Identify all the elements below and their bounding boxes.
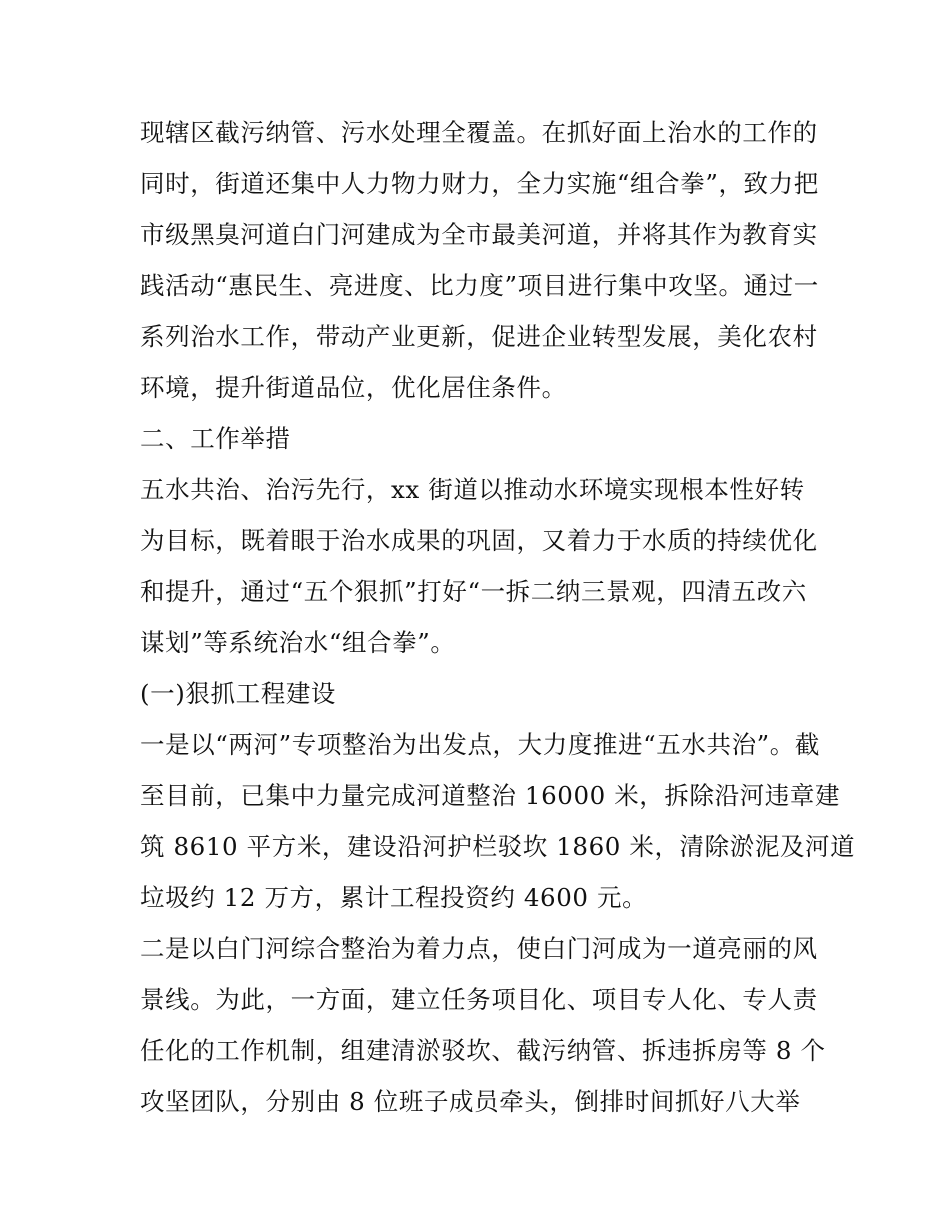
subsection-heading: (一)狠抓工程建设 (140, 679, 337, 708)
text-line: 垃圾约 12 万方，累计工程投资约 4600 元。 (140, 883, 648, 912)
section-heading: 二、工作举措 (140, 424, 291, 453)
text-line: 同时，街道还集中人力物力财力，全力实施“组合拳”，致力把 (140, 169, 819, 198)
text-line: 五水共治、治污先行，xx 街道以推动水环境实现根本性好转 (140, 475, 805, 504)
text-line: 系列治水工作，带动产业更新，促进企业转型发展，美化农村 (140, 322, 818, 351)
text-line: 谋划”等系统治水“组合拳”。 (140, 628, 456, 657)
text-line: 现辖区截污纳管、污水处理全覆盖。在抓好面上治水的工作的 (140, 118, 818, 147)
text-line: 一是以“两河”专项整治为出发点，大力度推进“五水共治”。截 (140, 730, 820, 759)
text-line: 任化的工作机制，组建清淤驳坎、截污纳管、拆违拆房等 8 个 (140, 1036, 826, 1065)
text-line: 景线。为此，一方面，建立任务项目化、项目专人化、专人责 (140, 985, 818, 1014)
text-line: 二是以白门河综合整治为着力点，使白门河成为一道亮丽的风 (140, 934, 818, 963)
text-line: 为目标，既着眼于治水成果的巩固，又着力于水质的持续优化 (140, 526, 818, 555)
text-line: 筑 8610 平方米，建设沿河护栏驳坎 1860 米，清除淤泥及河道 (140, 832, 856, 861)
text-line: 市级黑臭河道白门河建成为全市最美河道，并将其作为教育实 (140, 220, 818, 249)
document-body (140, 107, 856, 1127)
text-line: 环境，提升街道品位，优化居住条件。 (140, 373, 567, 402)
text-line: 践活动“惠民生、亮进度、比力度”项目进行集中攻坚。通过一 (140, 271, 819, 300)
text-line: 至目前，已集中力量完成河道整治 16000 米，拆除沿河违章建 (140, 781, 841, 810)
text-line: 攻坚团队，分别由 8 位班子成员牵头，倒排时间抓好八大举 (140, 1087, 801, 1116)
text-line: 和提升，通过“五个狠抓”打好“一拆二纳三景观，四清五改六 (140, 577, 807, 606)
